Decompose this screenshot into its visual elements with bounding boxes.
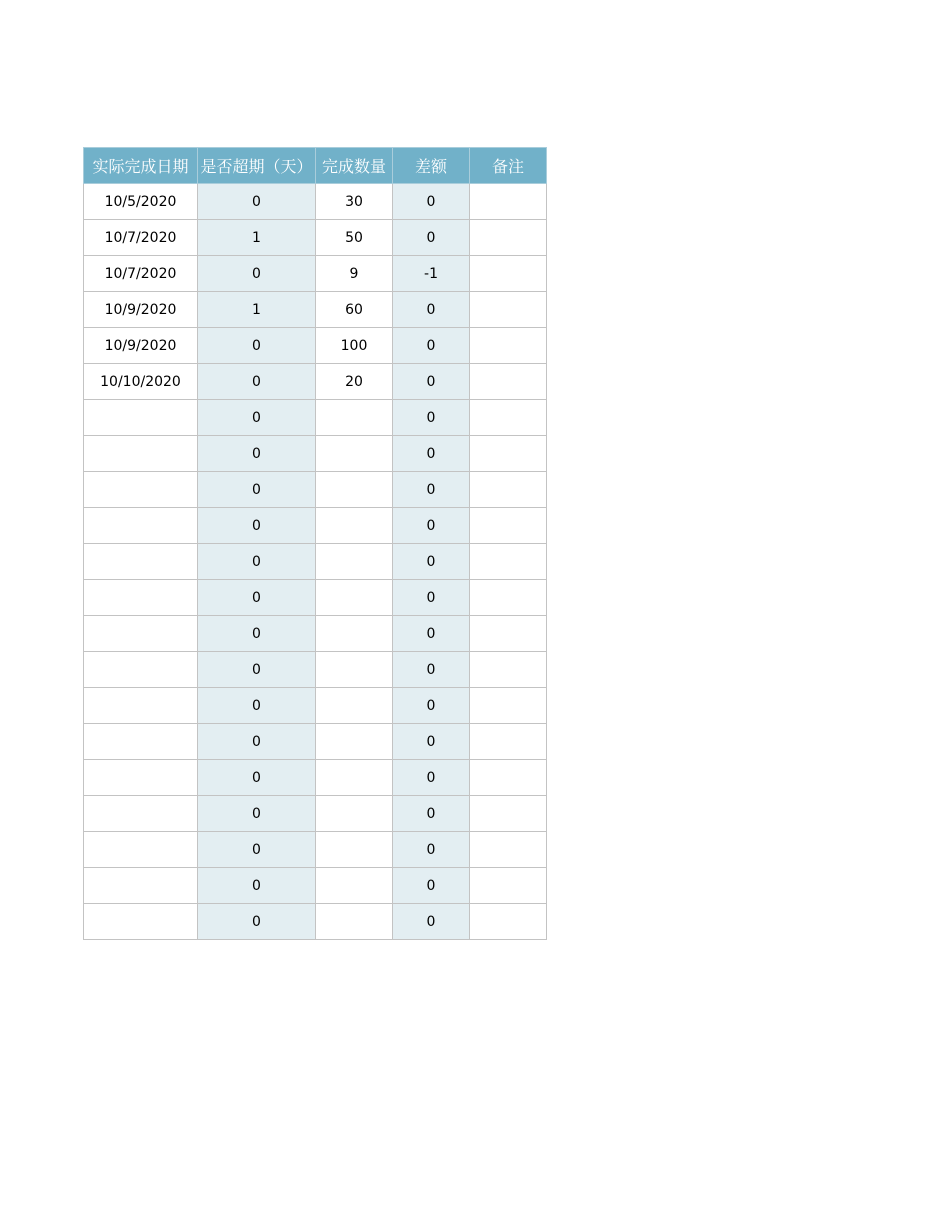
cell-difference[interactable]: 0 <box>393 328 470 364</box>
cell-actual-completion-date[interactable] <box>84 436 198 472</box>
table-header <box>84 148 547 184</box>
table-row <box>84 184 547 220</box>
table-body <box>84 184 547 940</box>
cell-remarks[interactable] <box>470 292 547 328</box>
cell-remarks[interactable] <box>470 436 547 472</box>
table-row <box>84 580 547 616</box>
cell-remarks[interactable] <box>470 472 547 508</box>
cell-remarks[interactable] <box>470 580 547 616</box>
cell-difference[interactable]: 0 <box>393 580 470 616</box>
cell-actual-completion-date[interactable]: 10/9/2020 <box>84 328 198 364</box>
header-row <box>84 148 547 184</box>
cell-completed-quantity[interactable] <box>316 472 393 508</box>
cell-remarks[interactable] <box>470 796 547 832</box>
cell-remarks[interactable] <box>470 220 547 256</box>
cell-difference[interactable]: 0 <box>393 796 470 832</box>
cell-difference[interactable]: 0 <box>393 400 470 436</box>
cell-actual-completion-date[interactable] <box>84 832 198 868</box>
table-row <box>84 436 547 472</box>
cell-actual-completion-date[interactable] <box>84 652 198 688</box>
cell-difference[interactable]: 0 <box>393 436 470 472</box>
cell-actual-completion-date[interactable] <box>84 544 198 580</box>
cell-remarks[interactable] <box>470 400 547 436</box>
cell-actual-completion-date[interactable] <box>84 724 198 760</box>
cell-completed-quantity[interactable]: 50 <box>316 220 393 256</box>
cell-overdue-days[interactable]: 0 <box>198 508 316 544</box>
cell-difference[interactable]: 0 <box>393 220 470 256</box>
cell-remarks[interactable] <box>470 760 547 796</box>
cell-completed-quantity[interactable] <box>316 796 393 832</box>
cell-difference[interactable]: 0 <box>393 832 470 868</box>
cell-difference[interactable]: 0 <box>393 616 470 652</box>
cell-difference[interactable]: 0 <box>393 364 470 400</box>
cell-overdue-days[interactable]: 0 <box>198 184 316 220</box>
cell-remarks[interactable] <box>470 904 547 940</box>
cell-overdue-days[interactable]: 0 <box>198 400 316 436</box>
cell-overdue-days[interactable]: 0 <box>198 760 316 796</box>
cell-remarks[interactable] <box>470 184 547 220</box>
cell-overdue-days[interactable]: 0 <box>198 544 316 580</box>
table-row <box>84 220 547 256</box>
cell-difference[interactable]: 0 <box>393 544 470 580</box>
cell-difference[interactable]: 0 <box>393 760 470 796</box>
cell-difference[interactable]: 0 <box>393 904 470 940</box>
cell-remarks[interactable] <box>470 616 547 652</box>
table-row <box>84 364 547 400</box>
table-row <box>84 544 547 580</box>
cell-completed-quantity[interactable] <box>316 760 393 796</box>
header-remarks[interactable]: 备注 <box>470 148 547 184</box>
cell-remarks[interactable] <box>470 328 547 364</box>
cell-actual-completion-date[interactable] <box>84 508 198 544</box>
table-row <box>84 400 547 436</box>
cell-completed-quantity[interactable]: 60 <box>316 292 393 328</box>
table-row <box>84 616 547 652</box>
cell-completed-quantity[interactable] <box>316 616 393 652</box>
cell-overdue-days[interactable]: 1 <box>198 292 316 328</box>
cell-overdue-days[interactable]: 0 <box>198 436 316 472</box>
cell-completed-quantity[interactable] <box>316 688 393 724</box>
cell-actual-completion-date[interactable]: 10/9/2020 <box>84 292 198 328</box>
cell-remarks[interactable] <box>470 832 547 868</box>
cell-actual-completion-date[interactable]: 10/5/2020 <box>84 184 198 220</box>
table-row <box>84 472 547 508</box>
cell-actual-completion-date[interactable] <box>84 760 198 796</box>
table-row <box>84 868 547 904</box>
header-actual-completion-date[interactable]: 实际完成日期 <box>84 148 198 184</box>
cell-remarks[interactable] <box>470 256 547 292</box>
cell-completed-quantity[interactable] <box>316 904 393 940</box>
cell-overdue-days[interactable]: 0 <box>198 580 316 616</box>
cell-overdue-days[interactable]: 0 <box>198 364 316 400</box>
cell-overdue-days[interactable]: 0 <box>198 904 316 940</box>
spreadsheet-table <box>83 147 547 940</box>
cell-remarks[interactable] <box>470 364 547 400</box>
cell-remarks[interactable] <box>470 544 547 580</box>
cell-completed-quantity[interactable]: 100 <box>316 328 393 364</box>
cell-completed-quantity[interactable] <box>316 544 393 580</box>
cell-completed-quantity[interactable] <box>316 832 393 868</box>
table-row <box>84 832 547 868</box>
cell-overdue-days[interactable]: 0 <box>198 796 316 832</box>
cell-completed-quantity[interactable] <box>316 724 393 760</box>
cell-overdue-days[interactable]: 0 <box>198 688 316 724</box>
cell-remarks[interactable] <box>470 688 547 724</box>
table-row <box>84 724 547 760</box>
cell-completed-quantity[interactable] <box>316 400 393 436</box>
cell-completed-quantity[interactable]: 9 <box>316 256 393 292</box>
cell-actual-completion-date[interactable]: 10/10/2020 <box>84 364 198 400</box>
cell-actual-completion-date[interactable] <box>84 580 198 616</box>
cell-remarks[interactable] <box>470 652 547 688</box>
cell-completed-quantity[interactable] <box>316 508 393 544</box>
cell-difference[interactable]: 0 <box>393 688 470 724</box>
cell-completed-quantity[interactable] <box>316 436 393 472</box>
cell-difference[interactable]: 0 <box>393 184 470 220</box>
cell-overdue-days[interactable]: 0 <box>198 832 316 868</box>
cell-completed-quantity[interactable]: 20 <box>316 364 393 400</box>
cell-difference[interactable]: 0 <box>393 472 470 508</box>
cell-completed-quantity[interactable] <box>316 652 393 688</box>
cell-actual-completion-date[interactable] <box>84 400 198 436</box>
cell-overdue-days[interactable]: 0 <box>198 868 316 904</box>
cell-completed-quantity[interactable]: 30 <box>316 184 393 220</box>
cell-difference[interactable]: 0 <box>393 652 470 688</box>
cell-remarks[interactable] <box>470 724 547 760</box>
table-row <box>84 688 547 724</box>
cell-difference[interactable]: 0 <box>393 868 470 904</box>
cell-actual-completion-date[interactable]: 10/7/2020 <box>84 220 198 256</box>
cell-overdue-days[interactable]: 1 <box>198 220 316 256</box>
cell-difference[interactable]: 0 <box>393 292 470 328</box>
cell-overdue-days[interactable]: 0 <box>198 328 316 364</box>
cell-completed-quantity[interactable] <box>316 868 393 904</box>
cell-actual-completion-date[interactable] <box>84 904 198 940</box>
cell-overdue-days[interactable]: 0 <box>198 724 316 760</box>
header-completed-quantity[interactable]: 完成数量 <box>316 148 393 184</box>
cell-difference[interactable]: 0 <box>393 724 470 760</box>
cell-remarks[interactable] <box>470 508 547 544</box>
cell-difference[interactable]: 0 <box>393 508 470 544</box>
header-difference[interactable]: 差额 <box>393 148 470 184</box>
cell-overdue-days[interactable]: 0 <box>198 652 316 688</box>
cell-remarks[interactable] <box>470 868 547 904</box>
cell-completed-quantity[interactable] <box>316 580 393 616</box>
table-row <box>84 256 547 292</box>
cell-overdue-days[interactable]: 0 <box>198 256 316 292</box>
table-row <box>84 508 547 544</box>
cell-actual-completion-date[interactable] <box>84 616 198 652</box>
cell-actual-completion-date[interactable] <box>84 688 198 724</box>
cell-overdue-days[interactable]: 0 <box>198 616 316 652</box>
table-row <box>84 652 547 688</box>
table-row <box>84 292 547 328</box>
cell-overdue-days[interactable]: 0 <box>198 472 316 508</box>
table-row <box>84 796 547 832</box>
cell-actual-completion-date[interactable]: 10/7/2020 <box>84 256 198 292</box>
cell-actual-completion-date[interactable] <box>84 796 198 832</box>
header-overdue-days[interactable]: 是否超期（天） <box>198 148 316 184</box>
cell-difference[interactable]: -1 <box>393 256 470 292</box>
cell-actual-completion-date[interactable] <box>84 868 198 904</box>
table-row <box>84 760 547 796</box>
cell-actual-completion-date[interactable] <box>84 472 198 508</box>
table-row <box>84 328 547 364</box>
table-row <box>84 904 547 940</box>
